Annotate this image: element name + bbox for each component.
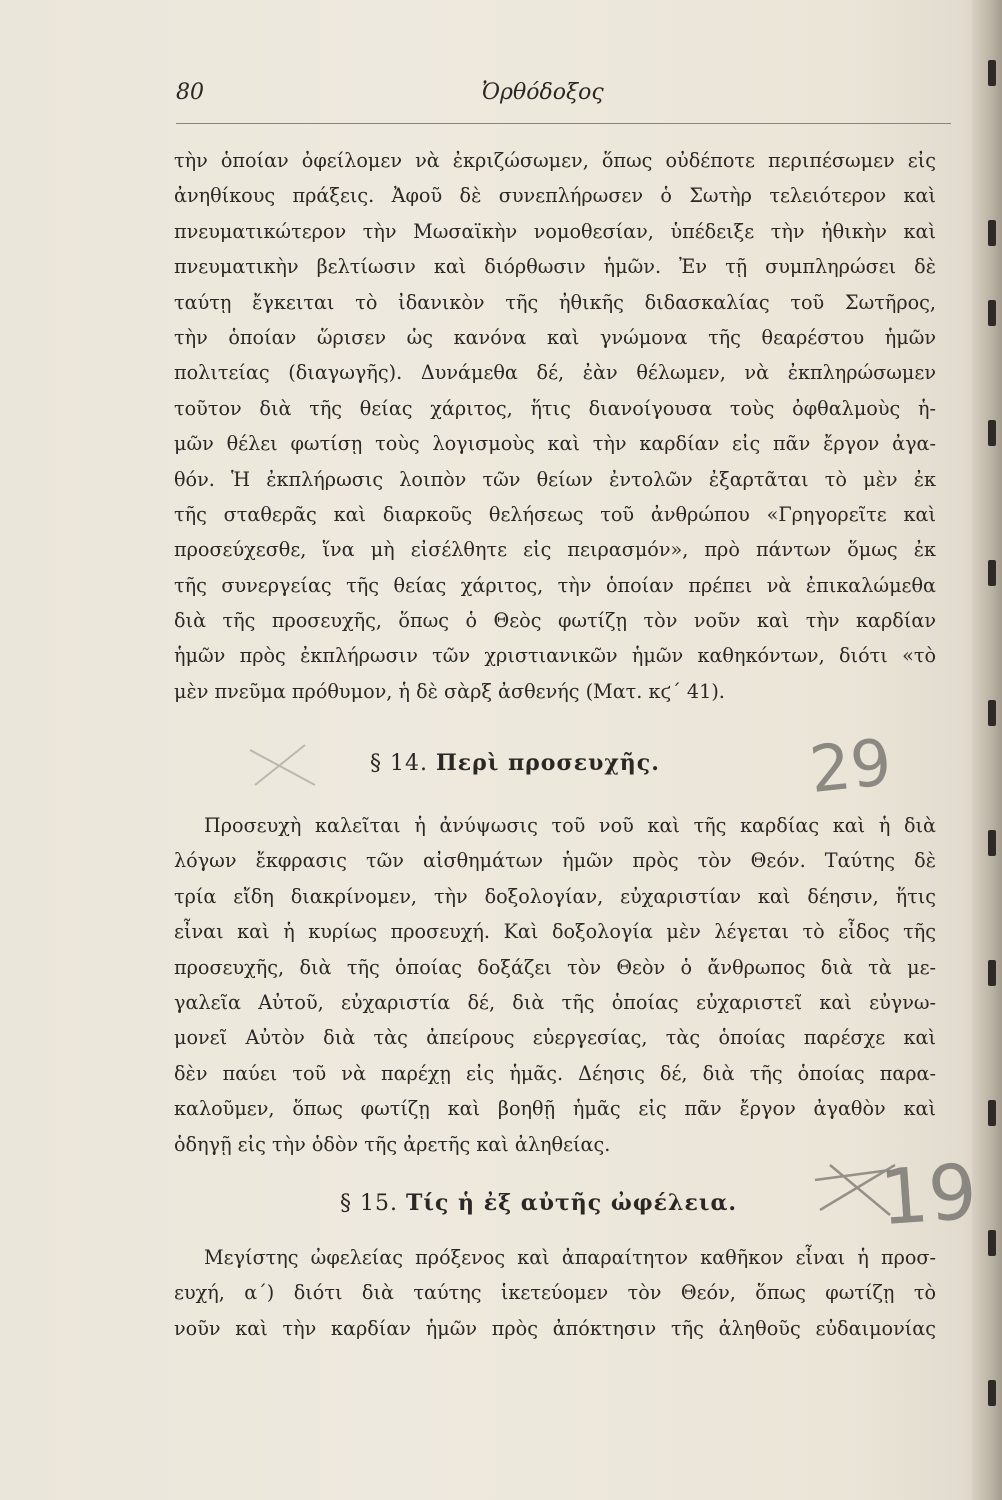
section-number: § 14.	[370, 751, 428, 776]
text-line: γαλεῖα Αὐτοῦ, εὐχαριστία δέ, διὰ τῆς ὁποίας εὐχαριστεῖ καὶ εὐγνω-	[174, 990, 936, 1014]
page-number: 80	[176, 80, 204, 105]
text-line: πνευματικώτερον τὴν Μωσαϊκὴν νομοθεσίαν, ὑπέδειξε τὴν ἠθικὴν καὶ	[174, 219, 936, 243]
text-line: καλοῦμεν, ὅπως φωτίζῃ καὶ βοηθῇ ἡμᾶς εἰς πᾶν ἔργον ἀγαθὸν καὶ	[174, 1097, 936, 1121]
page-header	[176, 80, 956, 110]
text-line: νοῦν καὶ τὴν καρδίαν ἡμῶν πρὸς ἀπόκτησιν τῆς ἀληθοῦς εὐδαιμονίας	[174, 1316, 936, 1340]
text-line: μονεῖ Αὐτὸν διὰ τὰς ἀπείρους εὐεργεσίας, τὰς ὁποίας παρέσχε καὶ	[174, 1026, 936, 1050]
text-line: Προσευχὴ καλεῖται ἡ ἀνύψωσις τοῦ νοῦ καὶ τῆς καρδίας καὶ ἡ διὰ	[204, 814, 936, 837]
page-edge	[972, 0, 1002, 1500]
running-title: Ὀρθόδοξος	[482, 80, 604, 105]
section-14-heading	[370, 750, 660, 776]
text-line: διὰ τῆς προσευχῆς, ὅπως ὁ Θεὸς φωτίζῃ τὸν νοῦν καὶ τὴν καρδίαν	[174, 609, 936, 633]
text-line: λόγων ἔκφρασις τῶν αἰσθημάτων ἡμῶν πρὸς τὸν Θεόν. Ταύτης δὲ	[174, 849, 936, 873]
text-line: ἡμῶν πρὸς ἐκπλήρωσιν τῶν χριστιανικῶν ἡμῶν καθηκόντων, διότι «τὸ	[174, 644, 936, 668]
pencil-annotation-2: 19	[877, 1146, 980, 1243]
text-line: μὲν πνεῦμα πρόθυμον, ἡ δὲ σὰρξ ἀσθενής (Ματ. κϛ΄ 41).	[174, 679, 725, 703]
text-line: μῶν θέλει φωτίσῃ τοὺς λογισμοὺς καὶ τὴν καρδίαν εἰς πᾶν ἔργον ἀγα-	[174, 432, 936, 456]
section-title: Τίς ἡ ἐξ αὐτῆς ὠφέλεια.	[405, 1190, 738, 1216]
text-line: πολιτείας (διαγωγῆς). Δυνάμεθα δέ, ἐὰν θέλωμεν, νὰ ἐκπληρώσωμεν	[174, 361, 936, 385]
pencil-cross-icon	[810, 1160, 900, 1220]
text-line: τοῦτον διὰ τῆς θείας χάριτος, ἥτις διανοίγουσα τοὺς ὀφθαλμοὺς ἡ-	[174, 396, 936, 420]
text-line: ἀνηθίκους πράξεις. Ἀφοῦ δὲ συνεπλήρωσεν ὁ Σωτὴρ τελειότερον καὶ	[174, 184, 936, 208]
text-line: ὁδηγῇ εἰς τὴν ὁδὸν τῆς ἀρετῆς καὶ ἀληθείας.	[174, 1132, 611, 1156]
text-line: προσευχῆς, διὰ τῆς ὁποίας δοξάζει τὸν Θεὸν ὁ ἄνθρωπος διὰ τὰ με-	[174, 955, 936, 979]
text-line: Μεγίστης ὠφελείας πρόξενος καὶ ἀπαραίτητον καθῆκον εἶναι ἡ προσ-	[204, 1246, 936, 1269]
pencil-mark-icon	[245, 740, 325, 790]
section-15-heading	[340, 1190, 737, 1216]
header-rule	[176, 123, 951, 124]
text-line: θόν. Ἡ ἐκπλήρωσις λοιπὸν τῶν θείων ἐντολῶν ἐξαρτᾶται τὸ μὲν ἐκ	[174, 467, 936, 491]
text-line: τὴν ὁποίαν ὀφείλομεν νὰ ἐκριζώσωμεν, ὅπως οὐδέποτε περιπέσωμεν εἰς	[174, 149, 936, 172]
text-line: τὴν ὁποίαν ὥρισεν ὡς κανόνα καὶ γνώμονα τῆς θεαρέστου ἡμῶν	[174, 325, 936, 349]
text-line: ταύτῃ ἔγκειται τὸ ἰδανικὸν τῆς ἠθικῆς διδασκαλίας τοῦ Σωτῆρος,	[174, 290, 936, 314]
section-title: Περὶ προσευχῆς.	[435, 750, 660, 776]
text-line: πνευματικὴν βελτίωσιν καὶ διόρθωσιν ἡμῶν. Ἐν τῇ συμπληρώσει δὲ	[174, 255, 936, 279]
text-line: δὲν παύει τοῦ νὰ παρέχῃ εἰς ἡμᾶς. Δέησις δέ, διὰ τῆς ὁποίας παρα-	[174, 1061, 936, 1085]
paragraph-2	[174, 808, 936, 1162]
text-line: προσεύχεσθε, ἵνα μὴ εἰσέλθητε εἰς πειρασμόν», πρὸ πάντων ὅμως ἐκ	[174, 538, 936, 562]
text-line: τῆς συνεργείας τῆς θείας χάριτος, τὴν ὁποίαν πρέπει νὰ ἐπικαλώμεθα	[174, 573, 936, 597]
pencil-annotation-1: 29	[806, 725, 896, 809]
text-line: ευχή, α΄) διότι διὰ ταύτης ἱκετεύομεν τὸν Θεόν, ὅπως φωτίζῃ τὸ	[174, 1281, 936, 1305]
text-line: τρία εἴδη διακρίνομεν, τὴν δοξολογίαν, εὐχαριστίαν καὶ δέησιν, ἥτις	[174, 884, 936, 908]
section-number: § 15.	[340, 1191, 398, 1216]
text-line: τῆς σταθερᾶς καὶ διαρκοῦς θελήσεως τοῦ ἀνθρώπου «Γρηγορεῖτε καὶ	[174, 502, 936, 526]
paragraph-3	[174, 1240, 936, 1346]
paragraph-1	[174, 143, 936, 709]
text-line: εἶναι καὶ ἡ κυρίως προσευχή. Καὶ δοξολογία μὲν λέγεται τὸ εἶδος τῆς	[174, 920, 936, 944]
